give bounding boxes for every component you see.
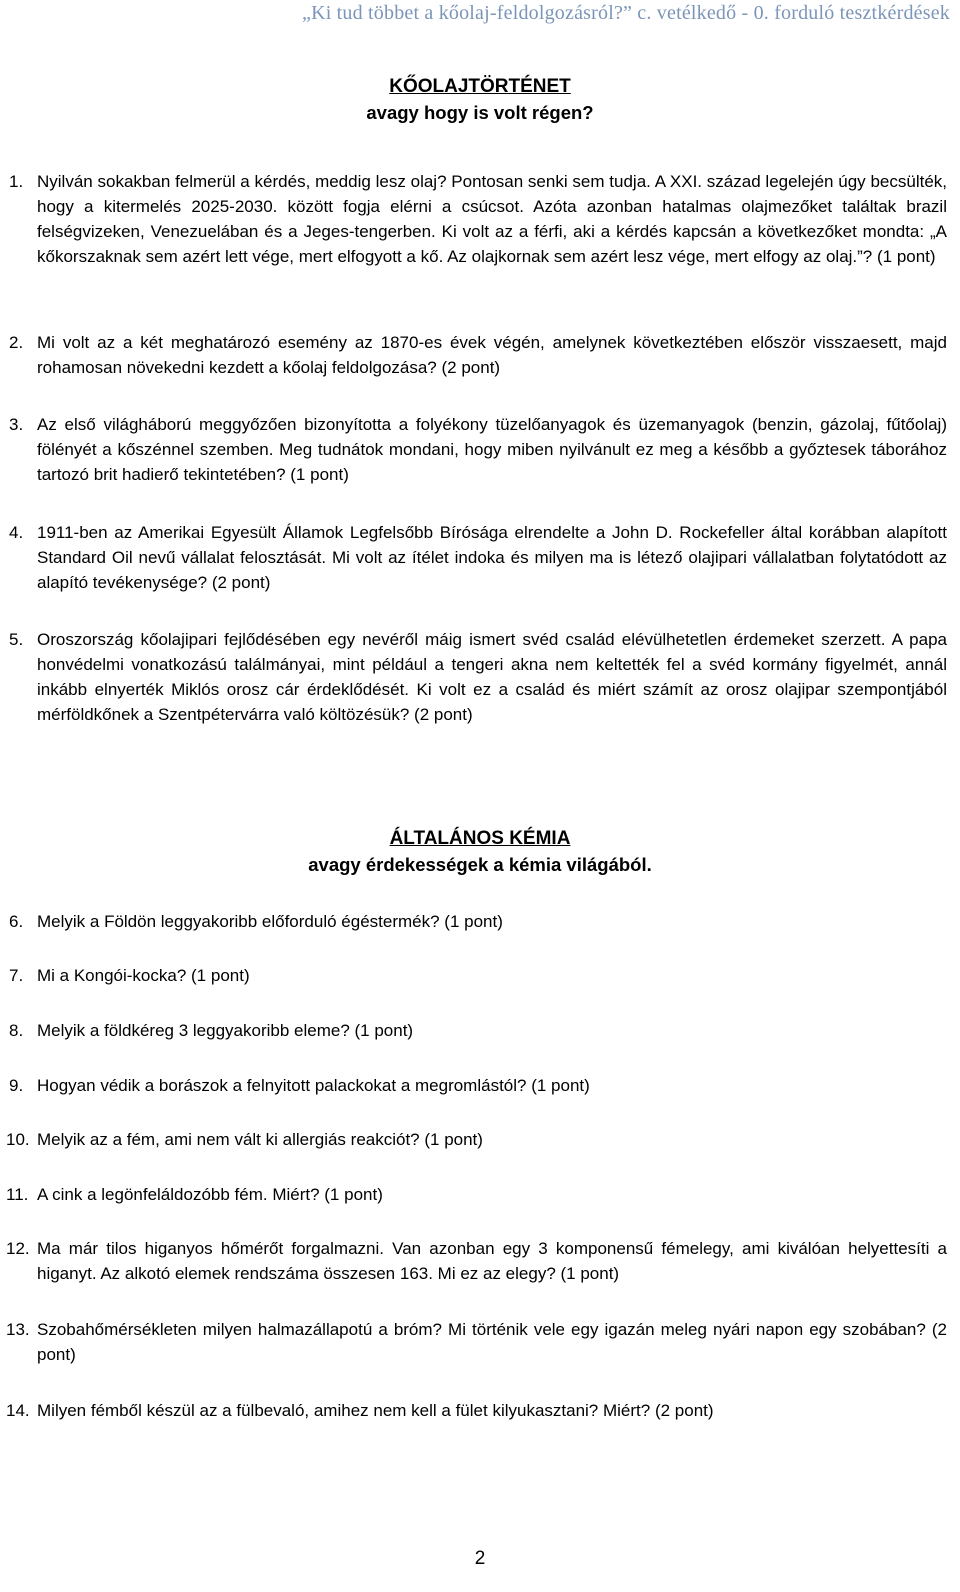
- question-text: 1911-ben az Amerikai Egyesült Államok Legfelsőbb Bírósága elrendelte a John D. Rockefeller által korábban alapított Standard Oil nevű vállalat felosztását. Mi volt az ítélet indoka és milyen ma is létező olajipari vállalatban folytatódott az alapító tevékenysége? (2 pont): [37, 523, 947, 592]
- question-item: [9, 412, 947, 487]
- question-text: Melyik az a fém, ami nem vált ki allergiás reakciót? (1 pont): [37, 1130, 483, 1149]
- question-item: [6, 1317, 947, 1367]
- question-number: 12.: [6, 1239, 30, 1258]
- page-number: 2: [474, 1548, 486, 1569]
- question-text: Mi a Kongói-kocka? (1 pont): [37, 966, 250, 985]
- section-title-block: [0, 826, 960, 878]
- page-header: „Ki tud többet a kőolaj-feldolgozásról?” c. vetélkedő - 0. forduló tesztkérdések: [302, 2, 950, 24]
- section-subtitle: avagy hogy is volt régen?: [366, 102, 594, 123]
- question-number: 10.: [6, 1130, 30, 1149]
- question-item: [9, 909, 947, 934]
- question-number: 1.: [9, 172, 24, 191]
- question-item: [6, 1398, 947, 1423]
- question-item: [9, 1073, 947, 1098]
- question-item: [6, 1236, 947, 1286]
- question-number: 6.: [9, 912, 24, 931]
- question-number: 3.: [9, 415, 24, 434]
- question-item: [6, 1182, 947, 1207]
- section-title-block: [0, 74, 960, 126]
- section-title: ÁLTALÁNOS KÉMIA: [389, 828, 571, 849]
- question-text: Ma már tilos higanyos hőmérőt forgalmazni. Van azonban egy 3 komponensű fémelegy, ami kiválóan helyettesíti a higanyt. Az alkotó elemek rendszáma összesen 163. Mi ez az elegy? (1 pont): [37, 1239, 947, 1283]
- question-text: A cink a legönfeláldozóbb fém. Miért? (1 pont): [37, 1185, 383, 1204]
- question-number: 11.: [6, 1185, 29, 1204]
- question-item: [9, 963, 947, 988]
- question-number: 7.: [9, 966, 24, 985]
- question-item: [9, 1018, 947, 1043]
- question-item: [9, 169, 947, 269]
- question-text: Hogyan védik a borászok a felnyitott palackokat a megromlástól? (1 pont): [37, 1076, 590, 1095]
- question-item: [6, 1127, 947, 1152]
- question-text: Nyilván sokakban felmerül a kérdés, meddig lesz olaj? Pontosan senki sem tudja. A XXI. század legelején úgy becsülték, hogy a kitermelés 2025-2030. között fogja elérni a csúcsot. Azóta azonban hatalmas olajmezőket találtak brazil felségvizeken, Venezuelában és a Jeges-tengerben. Ki volt az a férfi, aki a kérdés kapcsán a következőket mondta: „A kőkorszaknak sem azért lett vége, mert elfogyott a kő. Az olajkornak sem azért lesz vége, mert elfogy az olaj.”? (1 pont): [37, 172, 947, 266]
- question-text: Melyik a földkéreg 3 leggyakoribb eleme? (1 pont): [37, 1021, 414, 1040]
- question-text: Az első világháború meggyőzően bizonyította a folyékony tüzelőanyagok és üzemanyagok (benzin, gázolaj, fűtőolaj) fölényét a kőszénnel szemben. Meg tudnátok mondani, hogy miben nyilvánult ez meg a később a győztesek táborához tartozó brit hadierő tekintetében? (1 pont): [37, 415, 947, 484]
- section-title: KŐOLAJTÖRTÉNET: [389, 76, 571, 97]
- question-number: 14.: [6, 1401, 30, 1420]
- question-text: Melyik a Földön leggyakoribb előforduló égéstermék? (1 pont): [37, 912, 503, 931]
- question-number: 13.: [6, 1320, 30, 1339]
- question-text: Szobahőmérsékleten milyen halmazállapotú a bróm? Mi történik vele egy igazán meleg nyári napon egy szobában? (2 pont): [37, 1320, 947, 1364]
- question-number: 8.: [9, 1021, 24, 1040]
- question-number: 5.: [9, 630, 24, 649]
- question-text: Mi volt az a két meghatározó esemény az 1870-es évek végén, amelynek következtében először visszaesett, majd rohamosan növekedni kezdett a kőolaj feldolgozása? (2 pont): [37, 333, 947, 377]
- question-item: [9, 520, 947, 595]
- question-number: 9.: [9, 1076, 24, 1095]
- question-text: Oroszország kőolajipari fejlődésében egy nevéről máig ismert svéd család elévülhetetlen érdemeket szerzett. A papa honvédelmi vonatkozású találmányai, mint például a tengeri akna nem keltették fel a svéd kormány figyelmét, annál inkább elnyerték Miklós orosz cár érdeklődését. Ki volt ez a család és miért számít az orosz olajipar szempontjából mérföldkőnek a Szentpétervárra való költözésük? (2 pont): [37, 630, 947, 724]
- question-number: 4.: [9, 523, 24, 542]
- section-subtitle: avagy érdekességek a kémia világából.: [308, 854, 652, 875]
- question-item: [9, 330, 947, 380]
- question-number: 2.: [9, 333, 24, 352]
- question-text: Milyen fémből készül az a fülbevaló, amihez nem kell a fület kilyukasztani? Miért? (2 pont): [37, 1401, 714, 1420]
- question-item: [9, 627, 947, 727]
